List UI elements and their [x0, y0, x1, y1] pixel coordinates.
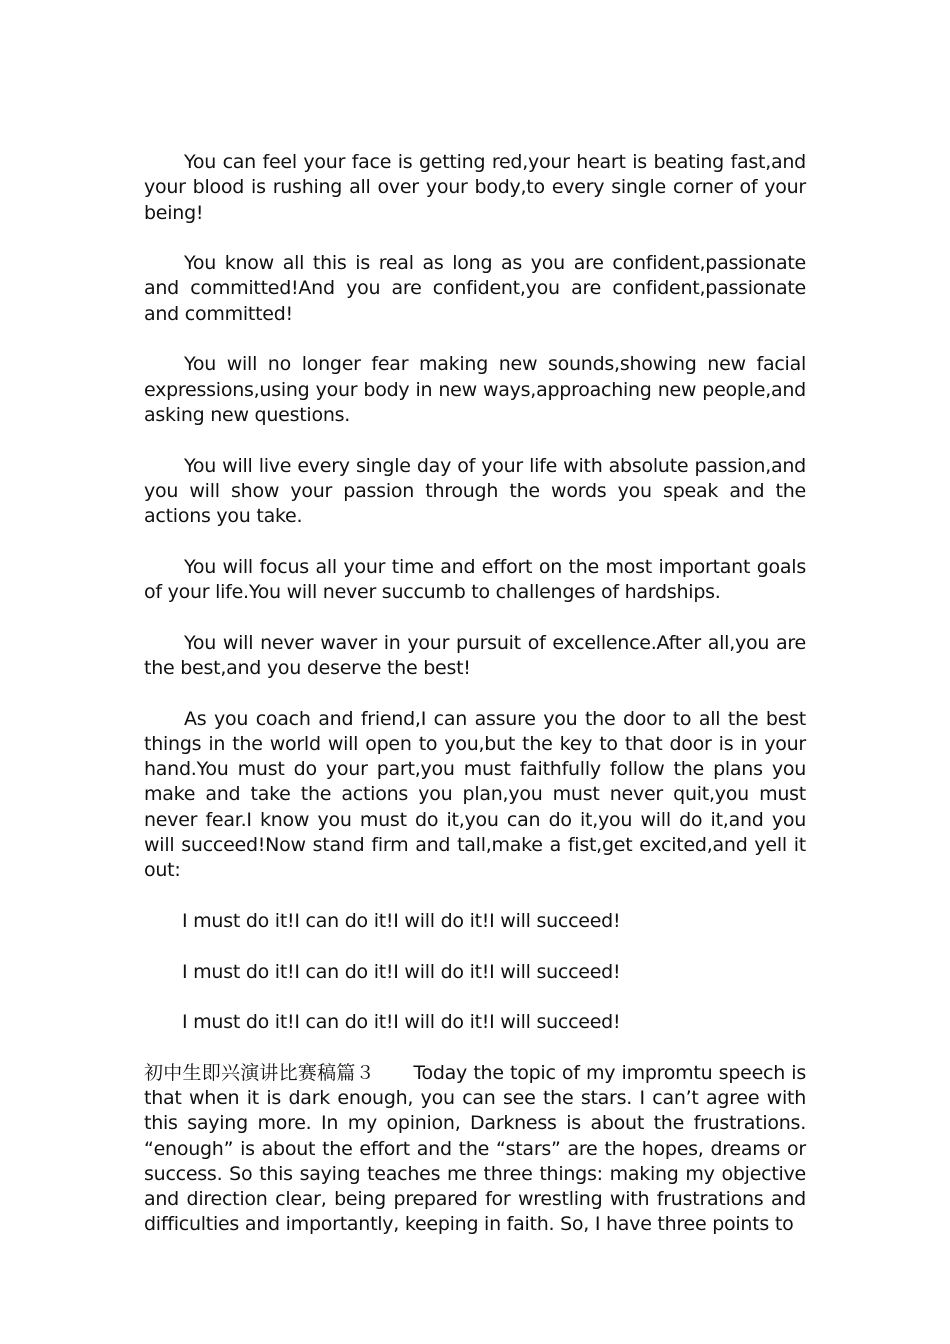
chant-line: I must do it!I can do it!I will do it!I will succeed!: [182, 909, 621, 932]
paragraph: You will no longer fear making new sounds,showing new facial expressions,using your body in new ways,approaching new people,and asking new questions.: [144, 353, 806, 426]
chant-line: I must do it!I can do it!I will do it!I will succeed!: [182, 960, 621, 983]
chant-line: I must do it!I can do it!I will do it!I will succeed!: [182, 1011, 621, 1034]
document-body: [144, 150, 806, 1263]
paragraph: You can feel your face is getting red,your heart is beating fast,and your blood is rushing all over your body,to every single corner of your being!: [144, 151, 806, 224]
paragraph: You will never waver in your pursuit of excellence.After all,you are the best,and you deserve the best!: [144, 631, 806, 679]
paragraph: You know all this is real as long as you are confident,passionate and committed!And you are confident,you are confident,passionate and committed!: [144, 252, 806, 325]
section-3-heading: 初中生即兴演讲比赛稿篇３: [144, 1061, 375, 1084]
section-3-gap: [375, 1062, 413, 1084]
paragraph: As you coach and friend,I can assure you the door to all the best things in the world will open to you,but the key to that door is in your hand.You must do your part,you must faithfully follow the plans you make and take the actions you plan,you must never quit,you must never fear.I know you must do it,you can do it,you will do it,and you will succeed!Now stand firm and tall,make a fist,get excited,and yell it out:: [144, 707, 806, 882]
paragraph: You will focus all your time and effort on the most important goals of your life.You will never succumb to challenges of hardships.: [144, 555, 806, 604]
section-3-body: Today the topic of my impromtu speech is that when it is dark enough, you can see the stars. I can’t agree with this saying more. In my opinion, Darkness is about the frustrations. “enough” is about the effort and the “stars” are the hopes, dreams or success. So this saying teaches me three things: making my objective and direction clear, being prepared for wrestling with frustrations and difficulties and importantly, keeping in faith. So, I have three points to: [144, 1061, 806, 1236]
section-3-paragraph: [144, 1061, 806, 1238]
paragraph: You will live every single day of your life with absolute passion,and you will show your passion through the words you speak and the actions you take.: [144, 454, 806, 528]
